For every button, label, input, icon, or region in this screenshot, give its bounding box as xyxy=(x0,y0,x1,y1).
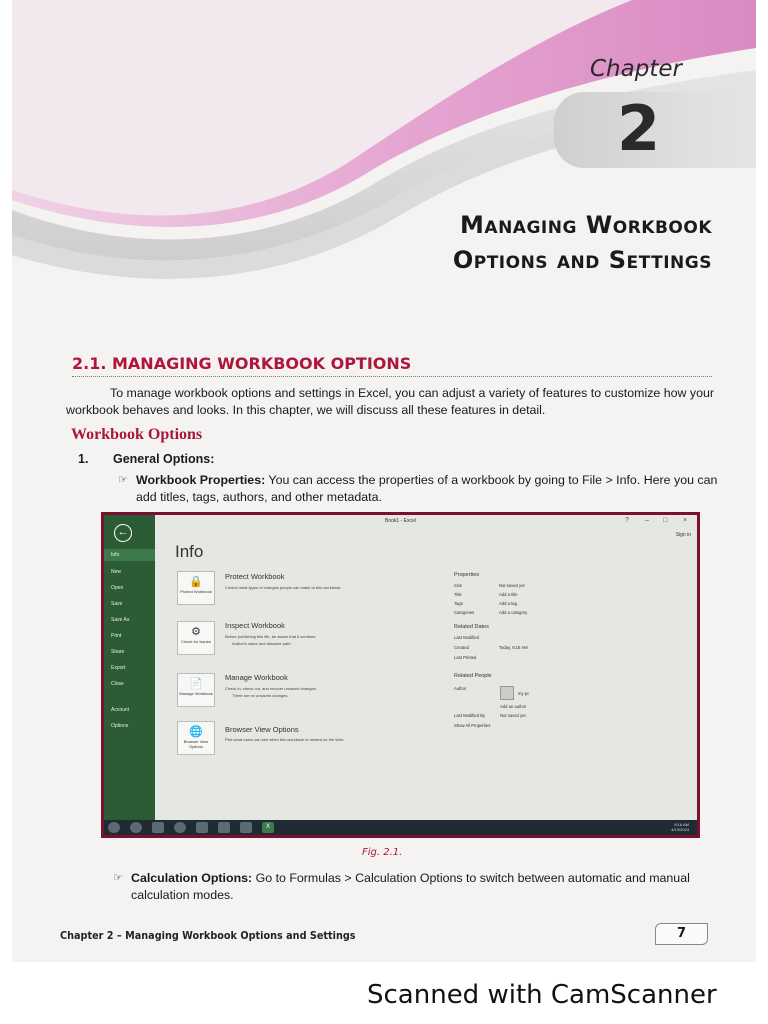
manage-icon: 📄 xyxy=(189,678,203,690)
nav-options[interactable]: Options xyxy=(111,723,129,729)
inspect-icon: ⚙ xyxy=(191,626,201,638)
chapter-title-line1: Managing Workbook xyxy=(460,211,712,239)
minimize-icon[interactable]: – xyxy=(645,517,649,524)
figure-caption: Fig. 2.1. xyxy=(362,847,403,858)
option-title: Inspect Workbook xyxy=(225,621,285,630)
option-desc-detail: Author's name and absolute path xyxy=(232,641,291,646)
date-key: Last Printed xyxy=(454,655,477,660)
bullet-calculation-options xyxy=(113,870,731,904)
clock-time: 8:16 AM xyxy=(674,822,689,827)
nav-print[interactable]: Print xyxy=(111,633,122,639)
bullet-term: Workbook Properties: xyxy=(136,473,266,487)
list-number: 1. xyxy=(78,452,89,466)
prop-key: Categories xyxy=(454,610,475,615)
media-icon[interactable] xyxy=(174,822,186,833)
nav-new[interactable]: New xyxy=(111,569,122,575)
powerpoint-icon[interactable] xyxy=(240,822,252,833)
page-footer: Chapter 2 – Managing Workbook Options and Settings xyxy=(60,929,356,942)
chapter-number: 2 xyxy=(617,92,661,165)
nav-share[interactable]: Share xyxy=(111,649,125,655)
intro-paragraph: To manage workbook options and settings in Excel, you can adjust a variety of features to customize how your workbook behaves and looks. In this chapter, we will discuss all these features in detail. xyxy=(66,386,715,417)
excel-info-screenshot xyxy=(101,512,700,838)
page-number: 7 xyxy=(655,923,708,945)
start-icon[interactable] xyxy=(108,822,120,833)
bullet-text: Go to Formulas > Calculation Options to switch between automatic and manual calculation modes. xyxy=(131,871,690,902)
last-modified-by-label: Last Modified By xyxy=(454,713,485,718)
option-title: Manage Workbook xyxy=(225,673,288,682)
browser-view-options-button[interactable]: 🌐 Browser View Options xyxy=(177,721,215,755)
prop-value[interactable]: Add a tag xyxy=(499,601,517,606)
nav-account[interactable]: Account xyxy=(111,707,130,713)
date-value: Today, 8:16 AM xyxy=(499,645,528,650)
subheading: Workbook Options xyxy=(71,426,203,443)
nav-save[interactable]: Save xyxy=(111,601,123,607)
nav-save-as[interactable]: Save As xyxy=(111,617,130,623)
taskbar-clock xyxy=(671,822,689,832)
chapter-title xyxy=(453,208,712,278)
excel-icon[interactable]: X xyxy=(262,822,274,833)
document-page xyxy=(12,0,756,962)
close-icon[interactable]: × xyxy=(683,517,688,524)
bullet-text: You can access the properties of a workbook by going to File > Info. Here you can add titles, tags, authors, and other metadata. xyxy=(136,473,718,504)
option-title: Browser View Options xyxy=(225,725,299,734)
prop-value: Not saved yet xyxy=(499,583,525,588)
pointing-hand-icon: ☞ xyxy=(113,872,123,884)
option-desc-detail: There are no unsaved changes. xyxy=(232,693,289,698)
chapter-label: Chapter xyxy=(590,56,682,82)
window-titlebar xyxy=(155,515,700,529)
date-key: Last Modified xyxy=(454,635,479,640)
avatar xyxy=(500,686,514,700)
windows-taskbar xyxy=(104,820,697,835)
browser-taskbar-icon[interactable] xyxy=(130,822,142,833)
add-author-link[interactable]: Add an author xyxy=(500,704,527,709)
option-desc: Pick what users can see when this workbook is viewed on the Web. xyxy=(225,737,345,742)
nav-export[interactable]: Export xyxy=(111,665,126,671)
check-for-issues-button[interactable]: ⚙ Check for Issues xyxy=(177,621,215,655)
folder-icon[interactable] xyxy=(152,822,164,833)
word-icon[interactable] xyxy=(218,822,230,833)
prop-key: Size xyxy=(454,583,463,588)
paint-icon[interactable] xyxy=(196,822,208,833)
clock-date: 4/10/2024 xyxy=(671,827,689,832)
last-modified-by-value: Not saved yet xyxy=(500,713,526,718)
chapter-title-line2: Options and Settings xyxy=(452,246,712,274)
info-heading: Info xyxy=(175,542,204,561)
prop-key: Title xyxy=(454,592,462,597)
nav-open[interactable]: Open xyxy=(111,585,124,591)
manage-workbook-button[interactable]: 📄 Manage Workbook xyxy=(177,673,215,707)
bullet-workbook-properties xyxy=(118,472,736,506)
pointing-hand-icon: ☞ xyxy=(118,474,128,486)
list-label: General Options: xyxy=(113,452,215,466)
related-people-heading: Related People xyxy=(454,673,492,679)
date-key: Created xyxy=(454,645,469,650)
back-arrow-icon[interactable]: ← xyxy=(114,524,132,542)
window-title: Book1 - Excel xyxy=(385,518,416,524)
browser-icon: 🌐 xyxy=(189,726,203,738)
bullet-term: Calculation Options: xyxy=(131,871,253,885)
backstage-sidebar xyxy=(104,515,155,823)
nav-info[interactable]: Info xyxy=(104,549,155,561)
protect-workbook-button[interactable]: 🔒 Protect Workbook xyxy=(177,571,215,605)
option-title: Protect Workbook xyxy=(225,572,285,581)
prop-value[interactable]: Add a title xyxy=(499,592,518,597)
maximize-icon[interactable]: □ xyxy=(663,517,668,524)
help-icon[interactable]: ? xyxy=(625,517,629,524)
option-desc: Check in, check out, and recover unsaved changes. xyxy=(225,686,317,691)
lock-icon: 🔒 xyxy=(189,576,203,588)
nav-close[interactable]: Close xyxy=(111,681,124,687)
prop-key: Tags xyxy=(454,601,463,606)
option-desc: Control what types of changes people can make to this workbook. xyxy=(225,585,342,590)
section-heading: 2.1. MANAGING WORKBOOK OPTIONS xyxy=(72,354,712,377)
author-label: Author xyxy=(454,686,467,691)
related-dates-heading: Related Dates xyxy=(454,624,489,630)
author-name: my pc xyxy=(518,691,530,696)
sign-in-link[interactable]: Sign in xyxy=(675,532,691,538)
prop-value[interactable]: Add a category xyxy=(499,610,528,615)
properties-dropdown[interactable]: Properties xyxy=(454,572,480,578)
scanner-watermark: Scanned with CamScanner xyxy=(367,980,717,1010)
option-desc: Before publishing this file, be aware that it contains: xyxy=(225,634,317,639)
show-all-properties-link[interactable]: Show All Properties xyxy=(454,723,491,728)
